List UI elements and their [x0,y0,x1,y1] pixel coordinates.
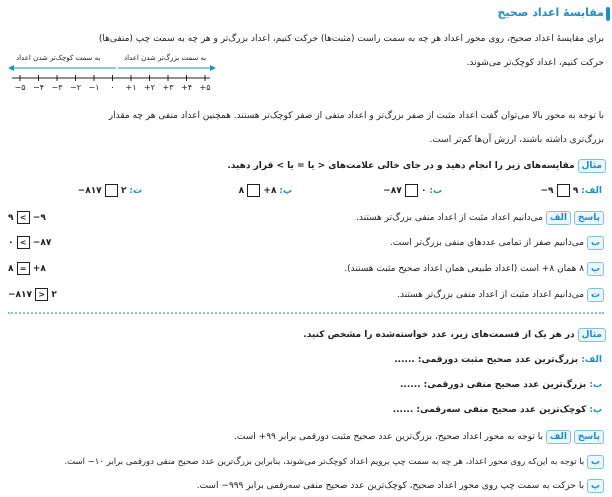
item-d-label: ت: [129,186,142,196]
numline-tick-label: −۱ [88,83,100,92]
para2-line-2: بزرگ‌تری داشته باشند، ارزش آن‌ها کم‌تر است. [429,135,604,145]
answer1-c-result: ۸ = +۸ [8,264,46,274]
example2-tag: مثال [578,328,606,342]
answer1-c-label: پ [587,262,604,276]
item-a-blank[interactable] [557,184,570,197]
answer1-d-sign: > [35,288,48,301]
answer1-a-label: الف [546,211,571,225]
example2-item-a: الف: بزرگ‌ترین عدد صحیح مثبت دورقمی: ...... [394,355,602,365]
answer2-a-text: با توجه به محور اعداد صحیح، بزرگ‌ترین عدد صحیح مثبت دورقمی برابر ۹۹+ است. [234,432,543,442]
answer1-a [356,211,604,225]
example1-item-d [78,184,142,198]
item-a-label: الف: [581,186,602,196]
answer1-a-result: ۹ < −۹ [8,213,46,223]
heading-accent-bar [606,7,610,21]
numline-tick-label: ۰ [110,83,115,92]
answer2-a [234,430,604,444]
answer2-c-text: با حرکت به سمت چپ روی محور اعداد صحیح، کوچک‌ترین عدد صحیح منفی سه‌رقمی برابر ۹۹۹− است. [196,481,585,491]
answer1-d-label: ت [587,288,604,302]
numline-tick-label: +۳ [162,83,174,92]
item-d-blank[interactable] [105,184,118,197]
item-c-label: پ: [279,186,292,196]
answer2-tag: پاسخ [574,430,604,444]
item-d-left: ۲ [120,186,127,196]
answer1-d-result: −۸۱۷ > ۲ [8,290,57,300]
answer2-c [197,479,604,493]
answer1-b-result: ۰ < −۸۷ [8,238,52,248]
answer1-c-sign: = [17,262,30,275]
item-b-blank[interactable] [405,184,418,197]
example1-question [227,159,606,173]
example1-tag: مثال [578,159,606,173]
numline-tick-label: −۴ [33,83,44,92]
answer1-b-label: ب [587,236,604,250]
number-line [6,54,216,98]
section-divider [8,312,604,314]
numline-left-label: به سمت کوچک‌تر شدن اعداد [16,54,101,62]
answer1-d-text: می‌دانیم اعداد مثبت از اعداد منفی بزرگ‌تر هستند. [397,290,585,300]
item-d-right: −۸۱۷ [77,186,102,196]
item-c-right: +۸ [263,186,277,196]
answer2-a-label: الف [546,430,571,444]
numline-tick-label: +۲ [144,83,155,92]
answer2-b [64,455,604,469]
numline-tick-label: −۳ [51,83,63,92]
para2-line-1: با توجه به محور بالا می‌توان گفت اعداد مثبت از صفر بزرگ‌تر و اعداد منفی از صفر کوچک‌تر هستند. همچنین اعداد منفی هر چه مقدار [108,111,604,121]
answer1-d [397,288,604,302]
item-a-right: ۹ [572,186,579,196]
answer2-b-text: با توجه به این‌که روی محور اعداد، هر چه به سمت چپ برویم اعداد کوچک‌تر می‌شوند، بنابراین بزرگ‌ترین عدد صحیح منفی دورقمی برابر ۱۰− است. [64,457,585,467]
example1-question-text: مقایسه‌های زیر را انجام دهید و در جای خالی علامت‌های < یا = یا > قرار دهید. [227,161,575,171]
answer1-a-sign: < [17,211,30,224]
answer2-b-label: ب [587,455,604,469]
answer1-c-text: ۸ همان ۸+ است (اعداد طبیعی همان اعداد صحیح مثبت هستند). [344,264,585,274]
item-b-right: −۸۷ [383,186,402,196]
intro-line-1: برای مقایسهٔ اعداد صحیح، روی محور اعداد هر چه به سمت راست (مثبت‌ها) حرکت کنیم، اعداد بزرگ‌تر و هر چه به سمت چپ (منفی‌ها) [98,34,604,44]
item-a-left: −۹ [540,186,554,196]
answer1-b [390,236,604,250]
answer1-b-sign: < [17,236,30,249]
answer1-c [344,262,604,276]
answer1-b-text: می‌دانیم صفر از تمامی عددهای منفی بزرگ‌تر است. [389,238,585,248]
item-c-blank[interactable] [247,184,260,197]
numline-tick-label: +۵ [199,83,211,92]
numline-tick-label: −۵ [14,83,26,92]
numline-tick-label: +۱ [125,83,137,92]
example2-item-b: ب: بزرگ‌ترین عدد صحیح منفی دورقمی: ...... [400,380,602,390]
item-b-left: ۰ [420,186,427,196]
example2-item-c: پ: کوچک‌ترین عدد صحیح منفی سه‌رقمی: ...... [392,405,602,415]
answer1-tag: پاسخ [574,211,604,225]
example2-question-text: در هر یک از قسمت‌های زیر، عدد خواسته‌شده را مشخص کنید. [303,330,575,340]
example1-item-c [239,184,292,198]
example2-question [303,328,606,342]
item-c-left: ۸ [238,186,245,196]
numline-right-label: به سمت بزرگ‌تر شدن اعداد [124,54,207,62]
item-b-label: ب: [429,186,442,196]
answer2-c-label: پ [587,479,604,493]
example1-item-b [383,184,442,198]
numline-tick-label: −۲ [70,83,81,92]
numline-tick-label: +۴ [181,83,192,92]
example1-item-a [541,184,603,198]
page-heading: مقایسهٔ اعداد صحیح [497,6,604,19]
answer1-a-text: می‌دانیم اعداد مثبت از اعداد منفی بزرگ‌تر هستند. [356,213,543,223]
intro-line-2: حرکت کنیم، اعداد کوچک‌تر می‌شوند. [466,58,604,68]
